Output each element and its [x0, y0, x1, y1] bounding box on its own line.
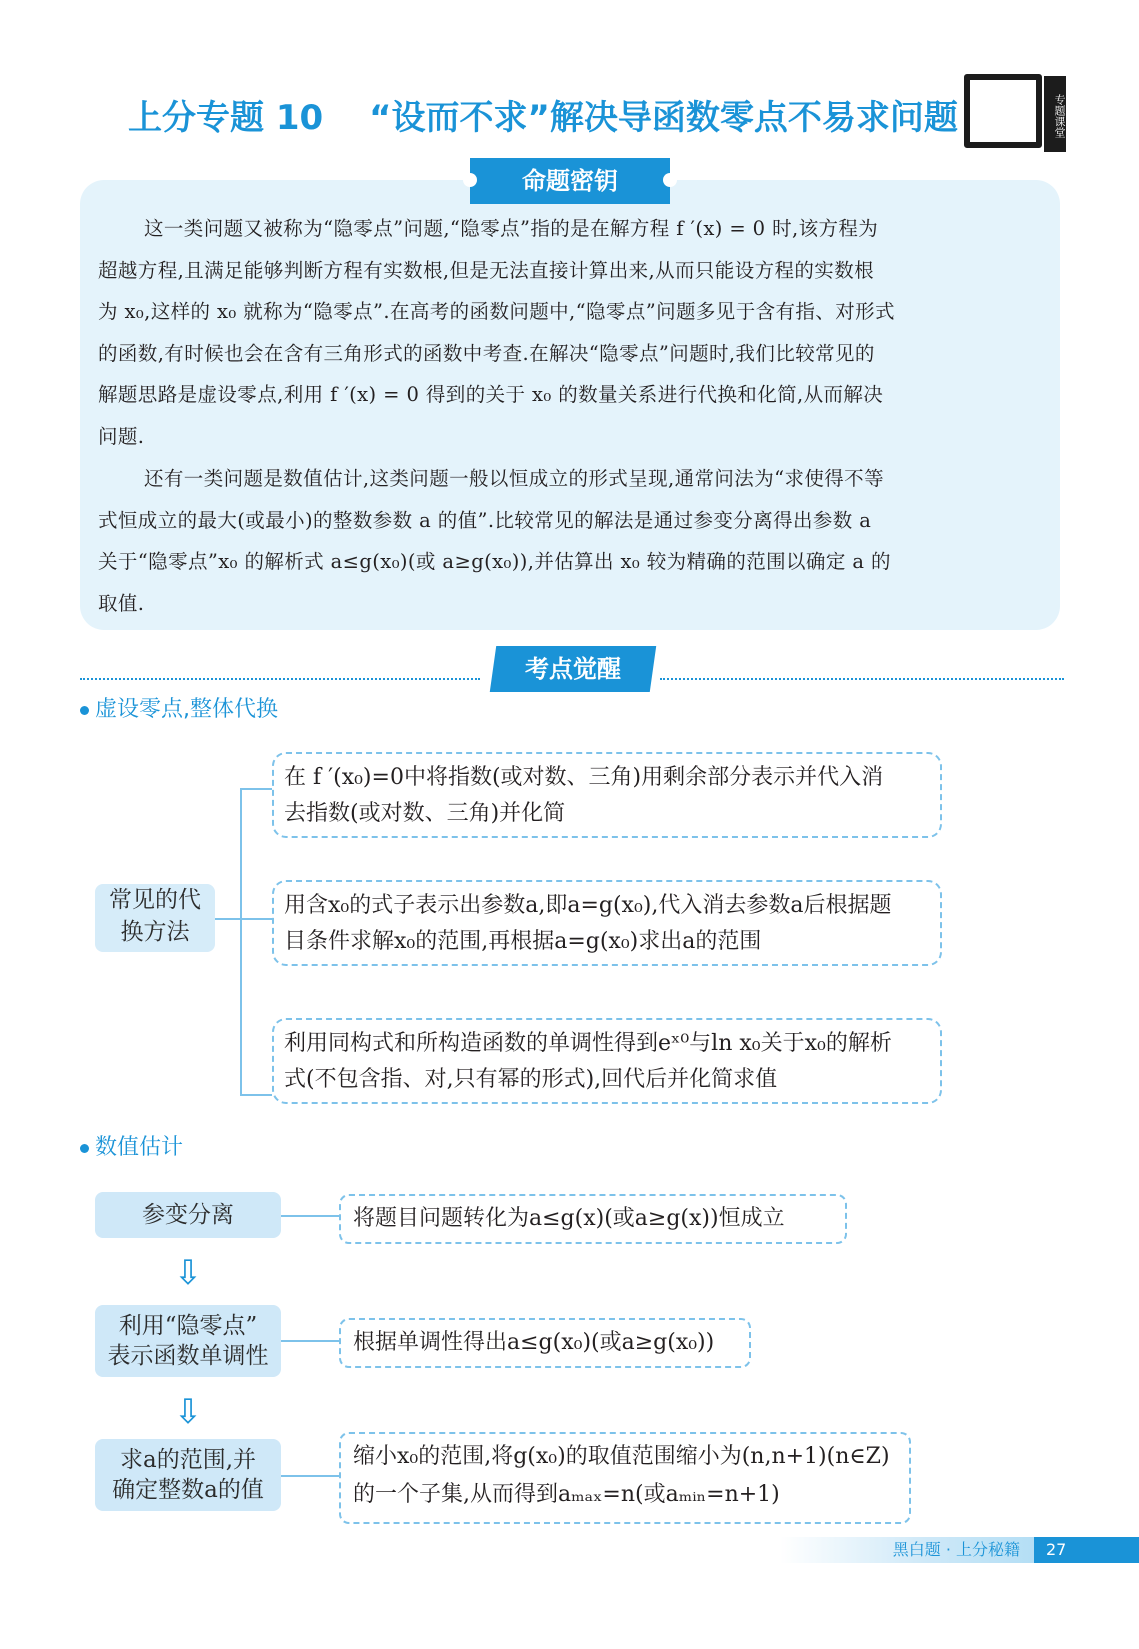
arrow-down-icon: ⇩	[173, 1392, 203, 1432]
arrow-down-icon: ⇩	[173, 1253, 203, 1293]
step-3-desc-line: 的一个子集,从而得到aₘₐₓ=n(或aₘᵢₙ=n+1)	[353, 1482, 780, 1507]
para1-line: 超越方程,且满足能够判断方程有实数根,但是无法直接计算出来,从而只能设方程的实数根	[98, 258, 874, 282]
para2-line: 式恒成立的最大(或最小)的整数参数 a 的值”.比较常见的解法是通过参变分离得出参数 a	[98, 508, 872, 532]
method-category	[95, 884, 215, 952]
connector-branch-2	[214, 918, 272, 920]
course-tab-label: 专题课堂	[1044, 76, 1066, 152]
bullet-dot-icon	[80, 706, 89, 715]
step-3-line: 确定整数a的值	[112, 1477, 264, 1503]
connector-step-3	[281, 1475, 339, 1477]
method-box-1	[272, 752, 942, 838]
step-3-desc	[339, 1432, 911, 1524]
paragraph-2	[98, 458, 1044, 624]
divider-left	[80, 678, 480, 680]
para1-line: 解题思路是虚设零点,利用 f ′(x) = 0 得到的关于 x₀ 的数量关系进行代换和化简,从而解决	[98, 383, 884, 407]
connector-step-2	[281, 1340, 339, 1342]
step-2-line: 利用“隐零点”	[118, 1313, 258, 1339]
footer-book-title: 黑白题 · 上分秘籍	[892, 1540, 1020, 1559]
method-3-line: 式(不包含指、对,只有幂的形式),回代后并化简求值	[284, 1067, 778, 1092]
divider-right	[660, 678, 1064, 680]
method-2-line: 目条件求解x₀的范围,再根据a=g(x₀)求出a的范围	[284, 929, 762, 954]
bullet-dot-icon	[80, 1144, 89, 1153]
step-2-line: 表示函数单调性	[107, 1343, 269, 1369]
para2-line: 还有一类问题是数值估计,这类问题一般以恒成立的形式呈现,通常问法为“求使得不等	[144, 467, 884, 490]
connector-vertical	[240, 788, 242, 1096]
course-tab	[964, 74, 1066, 152]
page-number: 27	[1034, 1537, 1139, 1563]
para2-line: 取值.	[98, 591, 145, 615]
para1-line: 的函数,有时候也会在含有三角形式的函数中考查.在解决“隐零点”问题时,我们比较常见的	[98, 341, 875, 365]
frame-icon	[964, 74, 1042, 148]
method-box-3	[272, 1018, 942, 1104]
connector-step-1	[281, 1215, 339, 1217]
para1-line: 这一类问题又被称为“隐零点”问题,“隐零点”指的是在解方程 f ′(x) = 0 时,该方程为	[144, 217, 879, 240]
para2-line: 关于“隐零点”x₀ 的解析式 a≤g(x₀)(或 a≥g(x₀)),并估算出 x₀ 较为精确的范围以确定 a 的	[98, 550, 891, 574]
method-box-2	[272, 880, 942, 966]
page-title	[128, 88, 958, 148]
method-3-line: 利用同构式和所构造函数的单调性得到eˣ⁰与ln x₀关于x₀的解析	[284, 1031, 892, 1056]
method-category-line: 换方法	[120, 919, 190, 945]
step-2	[95, 1305, 281, 1377]
step-3-line: 求a的范围,并	[119, 1447, 257, 1473]
section-badge-points-label: 考点觉醒	[525, 655, 621, 683]
section-badge-points	[490, 646, 656, 692]
method-category-line: 常见的代	[109, 887, 201, 913]
step-2-desc: 根据单调性得出a≤g(x₀)(或a≥g(x₀))	[339, 1318, 751, 1368]
subsection-heading-1	[80, 695, 278, 725]
para1-line: 为 x₀,这样的 x₀ 就称为“隐零点”.在高考的函数问题中,“隐零点”问题多见于含有指、对形式	[98, 300, 895, 324]
subsection-heading-2	[80, 1133, 183, 1163]
subsection-heading-1-text: 虚设零点,整体代换	[95, 697, 278, 722]
title-number: 上分专题 10	[128, 98, 324, 138]
paragraph-1	[98, 208, 1044, 458]
para1-line: 问题.	[98, 424, 145, 448]
method-2-line: 用含x₀的式子表示出参数a,即a=g(x₀),代入消去参数a后根据题	[284, 893, 892, 918]
subsection-heading-2-text: 数值估计	[95, 1135, 184, 1160]
step-3-desc-line: 缩小x₀的范围,将g(x₀)的取值范围缩小为(n,n+1)(n∈Z)	[353, 1444, 890, 1469]
step-3	[95, 1439, 281, 1511]
connector-branch-1	[240, 788, 272, 790]
step-1-desc: 将题目问题转化为a≤g(x)(或a≥g(x))恒成立	[339, 1194, 847, 1244]
section-badge-key: 命题密钥	[470, 158, 670, 204]
method-1-line: 去指数(或对数、三角)并化简	[284, 801, 566, 826]
title-text: “设而不求”解决导函数零点不易求问题	[369, 98, 958, 138]
method-1-line: 在 f ′(x₀)=0中将指数(或对数、三角)用剩余部分表示并代入消	[284, 765, 884, 790]
connector-branch-3	[240, 1094, 272, 1096]
step-1: 参变分离	[95, 1192, 281, 1238]
